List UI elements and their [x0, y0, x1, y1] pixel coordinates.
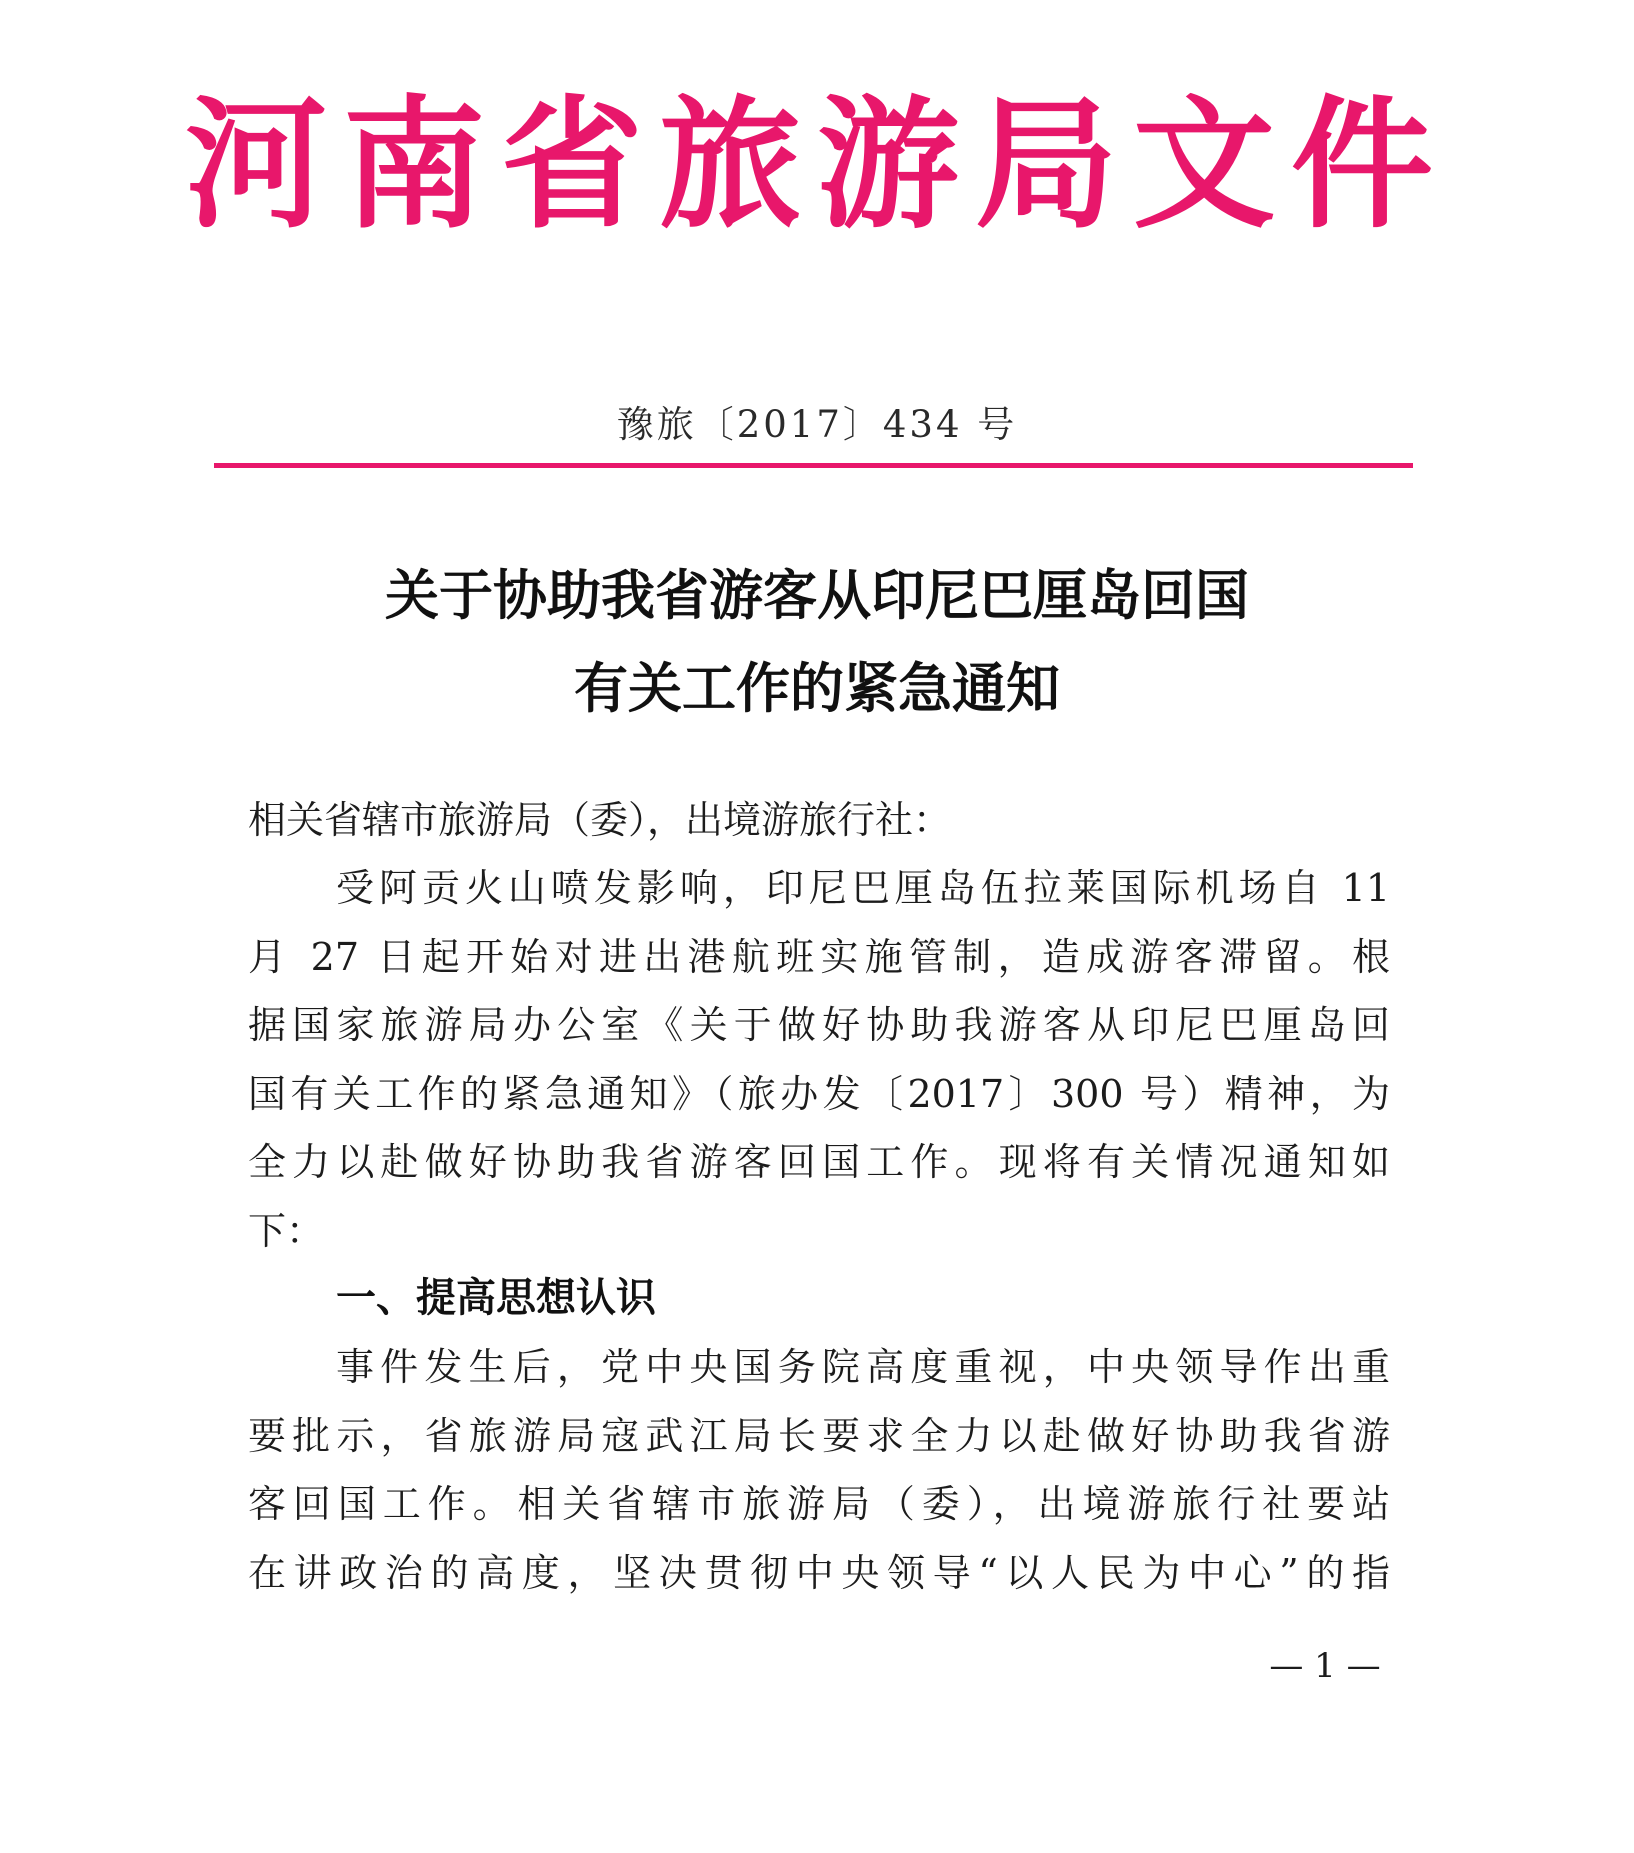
paragraph-2-line-3: 客回国工作。相关省辖市旅游局（委），出境游旅行社要站 — [248, 1482, 1390, 1526]
paragraph-2-line-2: 要批示，省旅游局寇武江局长要求全力以赴做好协助我省游 — [248, 1414, 1390, 1458]
page-number: — 1 — — [1269, 1646, 1381, 1686]
document-number: 豫旅〔2017〕434 号 — [616, 403, 1018, 446]
notice-title-line-2: 有关工作的紧急通知 — [574, 656, 1060, 720]
notice-title-line-1: 关于协助我省游客从印尼巴厘岛回国 — [385, 563, 1249, 627]
paragraph-1-line-3: 据国家旅游局办公室《关于做好协助我游客从印尼巴厘岛回 — [248, 1003, 1390, 1047]
masthead-title: 河南省旅游局文件 — [185, 82, 1449, 248]
paragraph-1-line-4: 国有关工作的紧急通知》（旅办发〔2017〕300 号）精神，为 — [248, 1072, 1390, 1116]
salutation: 相关省辖市旅游局（委），出境游旅行社： — [248, 798, 952, 842]
paragraph-1-line-6: 下： — [248, 1209, 325, 1253]
section-1-heading: 一、提高思想认识 — [336, 1275, 656, 1321]
paragraph-1-line-2: 月 27 日起开始对进出港航班实施管制，造成游客滞留。根 — [248, 935, 1390, 979]
paragraph-1-line-1: 受阿贡火山喷发影响，印尼巴厘岛伍拉莱国际机场自 11 — [336, 866, 1390, 910]
paragraph-2-line-4: 在讲政治的高度，坚决贯彻中央领导“以人民为中心”的指 — [248, 1551, 1390, 1595]
red-divider-rule — [214, 463, 1413, 468]
paragraph-1-line-5: 全力以赴做好协助我省游客回国工作。现将有关情况通知如 — [248, 1140, 1390, 1184]
paragraph-2-line-1: 事件发生后，党中央国务院高度重视，中央领导作出重 — [336, 1345, 1390, 1389]
